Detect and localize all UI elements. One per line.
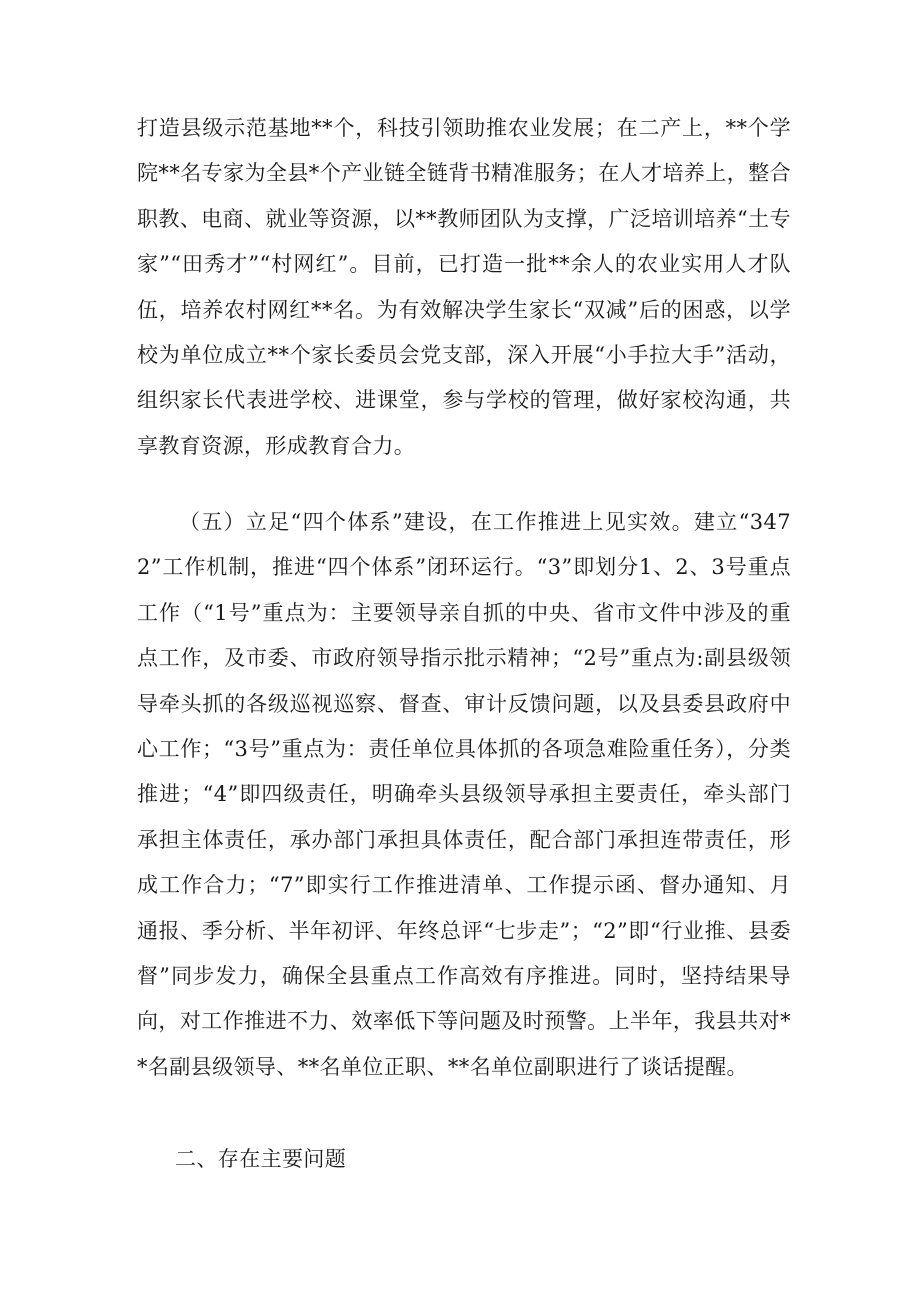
section-heading-main-problems: 二、存在主要问题 <box>175 1147 347 1171</box>
body-paragraph-talent-training: 打造县级示范基地**个，科技引领助推农业发展；在二产上，**个学院**名专家为全县*个产业链全链背书精准服务；在人才培养上，整合职教、电商、就业等资源，以**教师团队为支撑，广泛培训培养“土专家”“田秀才”“村网红”。目前，已打造一批**余人的农业实用人才队伍，培养农村网红**名。为有效解决学生家长“双减”后的困惑，以学校为单位成立**个家长委员会党支部，深入开展“小手拉大手”活动，组织家长代表进学校、进课堂，参与学校的管理，做好家校沟通，共享教育资源，形成教育合力。 <box>137 116 791 458</box>
body-paragraph-four-systems: （五）立足“四个体系”建设，在工作推进上见实效。建立“3472”工作机制，推进“四个体系”闭环运行。“3”即划分1、2、3号重点工作（“1号”重点为：主要领导亲自抓的中央、省市文件中涉及的重点工作，及市委、市政府领导指示批示精神；“2号”重点为:副县级领导牵头抓的各级巡视巡察、督查、审计反馈问题，以及县委县政府中心工作；“3号”重点为：责任单位具体抓的各项急难险重任务），分类推进；“4”即四级责任，明确牵头县级领导承担主要责任，牵头部门承担主体责任，承办部门承担具体责任，配合部门承担连带责任，形成工作合力；“7”即实行工作推进清单、工作提示函、督办通知、月通报、季分析、半年初评、年终总评“七步走”；“2”即“行业推、县委督”同步发力，确保全县重点工作高效有序推进。同时，坚持结果导向，对工作推进不力、效率低下等问题及时预警。上半年，我县共对**名副县级领导、**名单位正职、**名单位副职进行了谈话提醒。 <box>137 510 791 1079</box>
